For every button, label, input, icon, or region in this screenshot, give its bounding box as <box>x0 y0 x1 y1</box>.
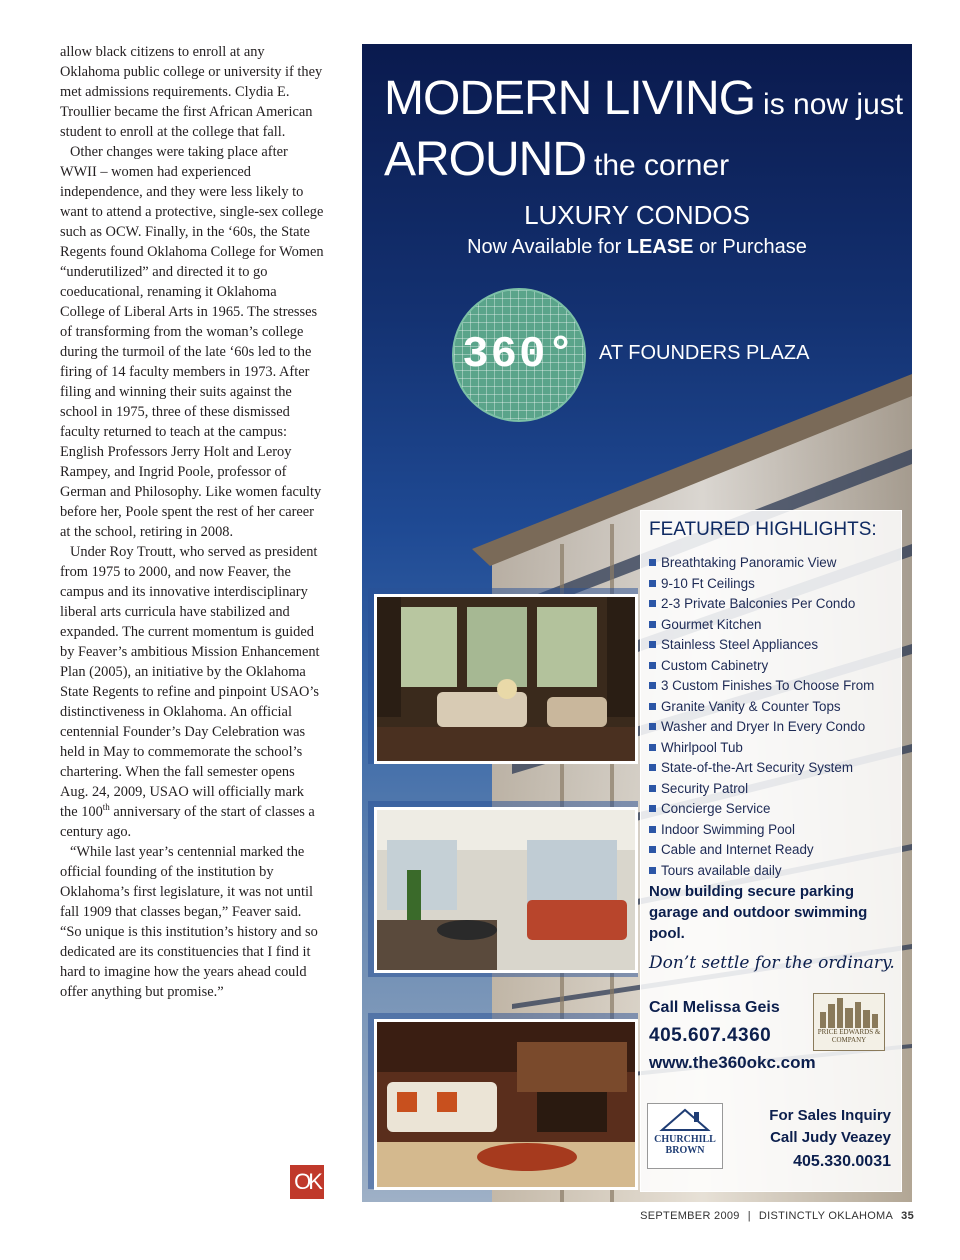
list-item <box>649 635 899 656</box>
list-item <box>649 697 899 718</box>
price-edwards-text: PRICE EDWARDS & COMPANY <box>817 1028 881 1044</box>
headline-around: AROUND <box>384 133 587 186</box>
ad-headline <box>384 74 903 196</box>
highlight-text: 9-10 Ft Ceilings <box>661 575 755 591</box>
square-bullet-icon <box>649 559 656 566</box>
highlight-text: Gourmet Kitchen <box>661 616 762 632</box>
churchill-brown-logo <box>647 1103 723 1169</box>
square-bullet-icon <box>649 846 656 853</box>
house-icon <box>648 1104 722 1134</box>
square-bullet-icon <box>649 826 656 833</box>
list-item <box>649 717 899 738</box>
square-bullet-icon <box>649 703 656 710</box>
condo-advertisement <box>362 44 912 1202</box>
page-footer <box>640 1210 914 1222</box>
square-bullet-icon <box>649 641 656 648</box>
list-item <box>649 820 899 841</box>
contact-name: Call Melissa Geis <box>649 999 780 1016</box>
article-paragraph: “While last year’s centennial marked the official founding of the institution by Oklahoma’s first legislature, it was not until fall 1909 that classes began,” Feaver said. “So unique is this institution’s history and so dedicated are its constituencies that I find it hard to imagine how the years ahead could offer anything but promise.” <box>60 844 318 1000</box>
list-item <box>649 779 899 800</box>
price-edwards-logo <box>813 993 885 1051</box>
square-bullet-icon <box>649 580 656 587</box>
square-bullet-icon <box>649 867 656 874</box>
list-item <box>649 861 899 882</box>
founders-plaza-label: AT FOUNDERS PLAZA <box>599 342 810 364</box>
highlight-text: Stainless Steel Appliances <box>661 637 819 652</box>
website-link[interactable]: www.the360okc.com <box>649 1053 816 1072</box>
availability-lease: LEASE <box>626 236 694 258</box>
sales-phone: 405.330.0031 <box>793 1153 891 1170</box>
list-item <box>649 840 899 861</box>
sales-inquiry <box>769 1105 891 1173</box>
list-item <box>649 594 899 615</box>
headline-modern-living: MODERN LIVING <box>384 72 756 125</box>
logo-360-text: 360° <box>462 330 576 380</box>
headline-is-now-just: is now just <box>763 88 904 121</box>
article-column <box>60 42 324 1002</box>
highlight-text: 3 Custom Finishes To Choose From <box>661 678 875 693</box>
highlight-text: Tours available daily <box>661 862 782 878</box>
logo-360 <box>452 288 586 422</box>
list-item <box>649 799 899 820</box>
highlights-title: FEATURED HIGHLIGHTS: <box>649 519 877 540</box>
magazine-name: DISTINCTLY OKLAHOMA <box>758 1210 894 1222</box>
square-bullet-icon <box>649 785 656 792</box>
highlight-text: Washer and Dryer In Every Condo <box>661 719 866 734</box>
ordinal-number: 100 <box>81 804 103 820</box>
list-item <box>649 615 899 636</box>
list-item <box>649 656 899 677</box>
availability-line <box>362 236 912 259</box>
contact-phone: 405.607.4360 <box>649 1025 772 1046</box>
luxury-condos-heading: LUXURY CONDOS <box>524 200 750 230</box>
list-item <box>649 758 899 779</box>
article-paragraph-text: Under Roy Troutt, who served as president from 1975 to 2000, and now Feaver, the campus and its innovative interdisciplinary liberal arts curricula have stabilized and expanded. The current momentum is guided by Feaver’s ambitious Mission Enhancement Plan (2005), an initiative by the Oklahoma State Regents to refine and pinpoint USAO’s distinctiveness in Oklahoma. An official centennial Founder’s Day Celebration was held in May to commemorate the school’s chartering. When the fall semester opens Aug. 24, 2009, USAO will officially mark the <box>60 544 320 820</box>
square-bullet-icon <box>649 764 656 771</box>
square-bullet-icon <box>649 600 656 607</box>
ok-end-logo: OK <box>290 1165 324 1199</box>
highlight-text: Cable and Internet Ready <box>661 842 814 857</box>
interior-photo-lounge <box>374 807 638 973</box>
footer-separator: | <box>747 1210 751 1222</box>
highlight-text: Whirlpool Tub <box>661 739 743 755</box>
headline-the-corner: the corner <box>594 149 730 182</box>
square-bullet-icon <box>649 723 656 730</box>
highlight-text: 2-3 Private Balconies Per Condo <box>661 596 856 611</box>
skyline-icon <box>814 994 884 1028</box>
highlight-text: Security Patrol <box>661 780 749 796</box>
interior-photo-living-room <box>374 594 638 764</box>
square-bullet-icon <box>649 662 656 669</box>
issue-date: SEPTEMBER 2009 <box>640 1210 740 1222</box>
list-item <box>649 553 899 574</box>
list-item <box>649 738 899 759</box>
highlights-list <box>649 553 899 881</box>
square-bullet-icon <box>649 805 656 812</box>
article-paragraph: allow black citizens to enroll at any Oklahoma public college or university if they met admissions requirements. Clydia E. Troullier became the first African American student to enroll at the college that fall. <box>60 44 323 140</box>
highlight-text: Granite Vanity & Counter Tops <box>661 698 841 714</box>
ad-tagline: Don’t settle for the ordinary. <box>649 953 895 973</box>
availability-prefix: Now Available for <box>467 236 622 258</box>
article-paragraph-text: anniversary of the start of classes a century ago. <box>60 804 315 840</box>
churchill-brown-text: CHURCHILL BROWN <box>654 1134 716 1156</box>
list-item <box>649 676 899 697</box>
square-bullet-icon <box>649 621 656 628</box>
availability-suffix: or Purchase <box>699 236 807 258</box>
article-paragraph: Other changes were taking place after WWII – women had experienced independence, and they were less likely to want to attend a protective, single-sex college such as OCW. Finally, in the ‘60s, the State Regents found Oklahoma College for Women “underutilized” and directed it to go coeducational, renaming it Oklahoma College of Liberal Arts in 1965. The stresses of transforming from the woman’s college during the turmoil of the late ‘60s led to the firing of 14 faculty members in 1973. After filing and winning their suits against the school in 1975, three of these dismissed faculty returned to teach at the campus: English Professors Jerry Holt and Leroy Rampey, and Ingrid Poole, professor of German and Philosophy. Like women faculty before her, Poole spent the rest of her career at the school, retiring in 2008. <box>60 144 324 540</box>
featured-highlights-box <box>640 510 902 1192</box>
sales-inquiry-label: For Sales Inquiry <box>769 1107 891 1124</box>
square-bullet-icon <box>649 682 656 689</box>
list-item <box>649 574 899 595</box>
construction-note: Now building secure parking garage and outdoor swimming pool. <box>649 883 868 942</box>
ordinal-suffix: th <box>102 802 110 813</box>
highlight-text: Breathtaking Panoramic View <box>661 555 837 570</box>
highlight-text: Concierge Service <box>661 801 771 816</box>
highlight-text: State-of-the-Art Security System <box>661 760 853 775</box>
highlight-text: Indoor Swimming Pool <box>661 821 795 837</box>
square-bullet-icon <box>649 744 656 751</box>
highlight-text: Custom Cabinetry <box>661 657 769 673</box>
sales-contact-name: Call Judy Veazey <box>770 1129 891 1146</box>
page-number: 35 <box>901 1210 914 1222</box>
article-paragraph <box>60 542 324 842</box>
interior-photo-kitchen <box>374 1019 638 1190</box>
